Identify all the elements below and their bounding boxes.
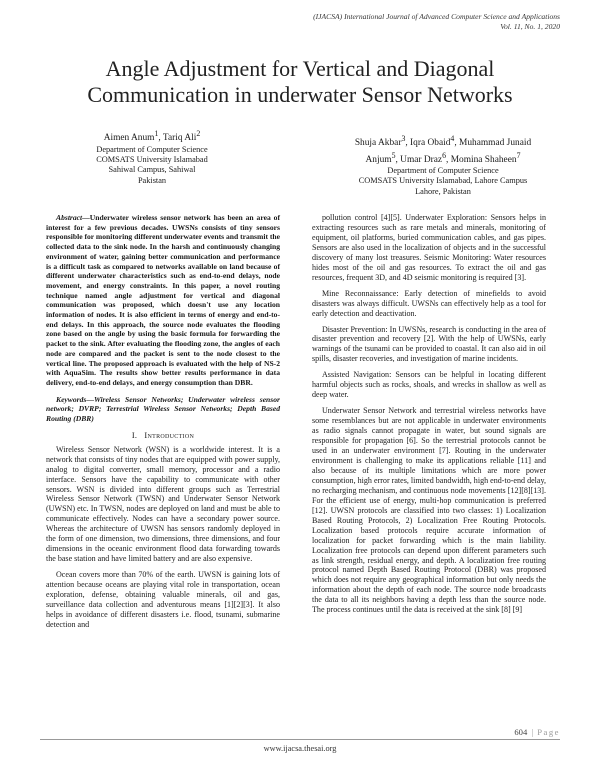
author-sup: 2 bbox=[196, 129, 201, 138]
affiliation-line: COMSATS University Islamabad bbox=[96, 154, 208, 164]
affiliation-line: Department of Computer Science bbox=[387, 166, 499, 176]
abstract-text: Underwater wireless sensor network has been an area of interest for a few previous decades. UWSNs consists of tiny sensors responsible for monitoring different underwater events and transmit the collected data to the sink node. In the harsh and continuously changing environment of water, gaining better communication and performance is a difficult task as compared to networks available on land because of different underwater characteristics such as end-to-end delays, node movement, and energy constraints. In this paper, a novel routing technique named angle adjustment for vertical and diagonal communication was proposed, which doesn't use any location information of nodes. It is also efficient in terms of energy and end-to-end delays. In this approach, the source node evaluates the flooding zone based on the angle by using the basic formula for forwarding the packet to the sink. After evaluating the flooding zone, the angles of each node are compared and the packet is sent to the node closest to the vertical line. The proposed approach is evaluated with the help of NS-2 with AquaSim. The results show better results performance in data delivery, end-to-end delays, and energy consumption than DBR. bbox=[46, 213, 280, 387]
footer-divider bbox=[40, 739, 560, 740]
keywords bbox=[46, 395, 280, 424]
author-name: Momina Shaheen bbox=[450, 154, 517, 165]
title-line-2: Communication in underwater Sensor Networks bbox=[87, 82, 513, 107]
author-name: Muhammad Junaid bbox=[459, 138, 532, 149]
keywords-dash: — bbox=[86, 394, 94, 404]
title-line-1: Angle Adjustment for Vertical and Diagonal bbox=[105, 56, 495, 81]
paragraph: Disaster Prevention: In UWSNs, research is conducting in the area of disaster prevention and recovery [2]. With the help of UWSNs, early warnings of the tsunami can be provided to coastal. It can also aid in oil spills, disaster recoveries, and investigation of marine incidents. bbox=[312, 324, 546, 364]
paragraph: Underwater Sensor Network and terrestrial wireless networks have some resemblances but are not applicable in underwater environments as radio signals cannot propagate in water, but sound signals are responsible for propagation [6]. So the terrestrial protocols cannot be used in an underwater environment [7]. Routing in the underwater environment is challenging to make its applications reliable [11] and also because of its multiple limitations which are more power consumption, high error rates, limited bandwidth, high end-to-end delay, no recharging mechanism, and continuous node movements [12][8][13]. For the efficient use of energy, multi-hop communication is preferred [12]. UWSN protocols are classified into two classes: 1) Localization Based Routing Protocols, 2) Localization Free Routing Protocols. Localization based protocols require accurate information of localization for packet forwarding which is the main liability. Localization free protocols can depend upon different parameters such as link strength, residual energy, and depth. A localization free routing protocol named Depth Based Routing Protocol (DBR) was proposed which does not require any geographical information but only needs the information about the depth of each node. The source node broadcasts the data to all its neighbors having a depth less than the source node. The process continues until the data is received at the sink [8] [9] bbox=[312, 406, 546, 615]
author-sup: 7 bbox=[516, 150, 521, 160]
author-name: Anjum bbox=[365, 154, 392, 165]
abstract bbox=[46, 213, 280, 388]
author-name: Tariq Ali bbox=[162, 133, 197, 144]
abstract-lead: Abstract bbox=[56, 213, 83, 222]
affiliation-line: COMSATS University Islamabad, Lahore Campus bbox=[358, 176, 528, 186]
affiliation-line: Lahore, Pakistan bbox=[415, 186, 471, 196]
journal-header bbox=[140, 12, 560, 32]
page-label: Page bbox=[537, 727, 560, 737]
paragraph: Mine Reconnaissance: Early detection of minefields to avoid disasters was always difficult. UWSNs can effectively help as a tool for early detection and deactivation. bbox=[312, 288, 546, 318]
keywords-lead: Keywords bbox=[56, 394, 87, 404]
paragraph: pollution control [4][5]. Underwater Exploration: Sensors helps in extracting resources such as rare metals and minerals, monitoring of equipment, oil platforms, buried communication cables, and gas pipes. Sensors are also used in the localization of objects and in the successful discovery of many lost treasures. Seismic Monitoring: Water resources hides most of the oil and gas resources. To extract the oil and gas resources, frequent 3D, and 4D seismic monitoring is required [3]. bbox=[312, 213, 546, 282]
affiliation-left bbox=[52, 128, 252, 186]
author-sup: 6 bbox=[442, 150, 446, 160]
page-separator: | bbox=[531, 727, 534, 737]
author-name: Umar Draz bbox=[400, 154, 443, 165]
affiliation-line: Pakistan bbox=[137, 175, 167, 185]
paper-title bbox=[40, 56, 560, 108]
affiliation-line: Sahiwal Campus, Sahiwal bbox=[108, 165, 196, 175]
section-title: Introduction bbox=[144, 430, 195, 440]
author-names-left: Aimen Anum$^1$, Tariq Ali$^2$ bbox=[103, 129, 201, 144]
author-sup: 3 bbox=[401, 134, 406, 143]
author-sup: 5 bbox=[391, 150, 396, 160]
journal-volume: Vol. 11, No. 1, 2020 bbox=[500, 22, 560, 31]
paragraph: Ocean covers more than 70% of the earth. UWSN is gaining lots of attention because oceans are playing vital role in transportation, ocean exploration, defense, obtaining valuable minerals, oil and gas, surveillance data collection and adventurous means [1][2][3]. It also helps in avoidance of different disasters i.e. flood, tsunami, submarine detection and bbox=[46, 570, 280, 629]
paragraph: Assisted Navigation: Sensors can be helpful in locating different harmful objects such as rocks, shoals, and wrecks in shallow as well as deep water. bbox=[312, 370, 546, 400]
author-names-right-1: Shuja Akbar$^3$, Iqra Obaid$^4$, Muhammad Junaid bbox=[354, 134, 532, 149]
author-sup: 1 bbox=[154, 129, 159, 138]
author-sup: 4 bbox=[450, 134, 455, 143]
page-number-value: 604 bbox=[514, 727, 528, 737]
section-heading-introduction bbox=[46, 431, 280, 441]
keywords-text: Wireless Sensor Networks; Underwater wireless sensor network; DVRP; Terrestrial Wireless Sensor Networks; Depth Based Routing (DBR) bbox=[46, 394, 280, 424]
page-number bbox=[514, 727, 560, 737]
abstract-dash: — bbox=[82, 213, 90, 222]
section-numeral: I. bbox=[131, 430, 138, 440]
footer-url: www.ijacsa.thesai.org bbox=[263, 744, 337, 753]
journal-name: (IJACSA) International Journal of Advanced Computer Science and Applications bbox=[313, 12, 560, 21]
affiliation-line: Department of Computer Science bbox=[96, 144, 208, 154]
affiliation-right bbox=[318, 133, 568, 197]
right-column bbox=[312, 213, 546, 621]
paragraph: Wireless Sensor Network (WSN) is a worldwide interest. It is a network that consists of tiny nodes that are equipped with power supply, analog to digital converter, small memory, processor and a radio interface. Sensors have the capability to communicate with other sensors. WSN is divided into different groups such as Terrestrial Wireless Sensor Network (TWSN) and Underwater Sensor Network (UWSN) etc. In TWSN, nodes are deployed on land and must be able to communicate effectively. Nodes can have a secondary power source. Whereas the architecture of UWSN has sensors randomly deployed in the form of one dimension, two dimensions, three dimensions, and four dimensions in the oceanic environment flood data forwarding towards the base station and have limited battery and are also expensive. bbox=[46, 444, 280, 564]
author-name: Shuja Akbar bbox=[354, 138, 402, 149]
left-column bbox=[46, 213, 280, 636]
author-names-right-2: Anjum$^5$, Umar Draz$^6$, Momina Shaheen$^7$ bbox=[365, 150, 521, 165]
author-name: Aimen Anum bbox=[103, 133, 155, 144]
author-name: Iqra Obaid bbox=[410, 138, 451, 149]
